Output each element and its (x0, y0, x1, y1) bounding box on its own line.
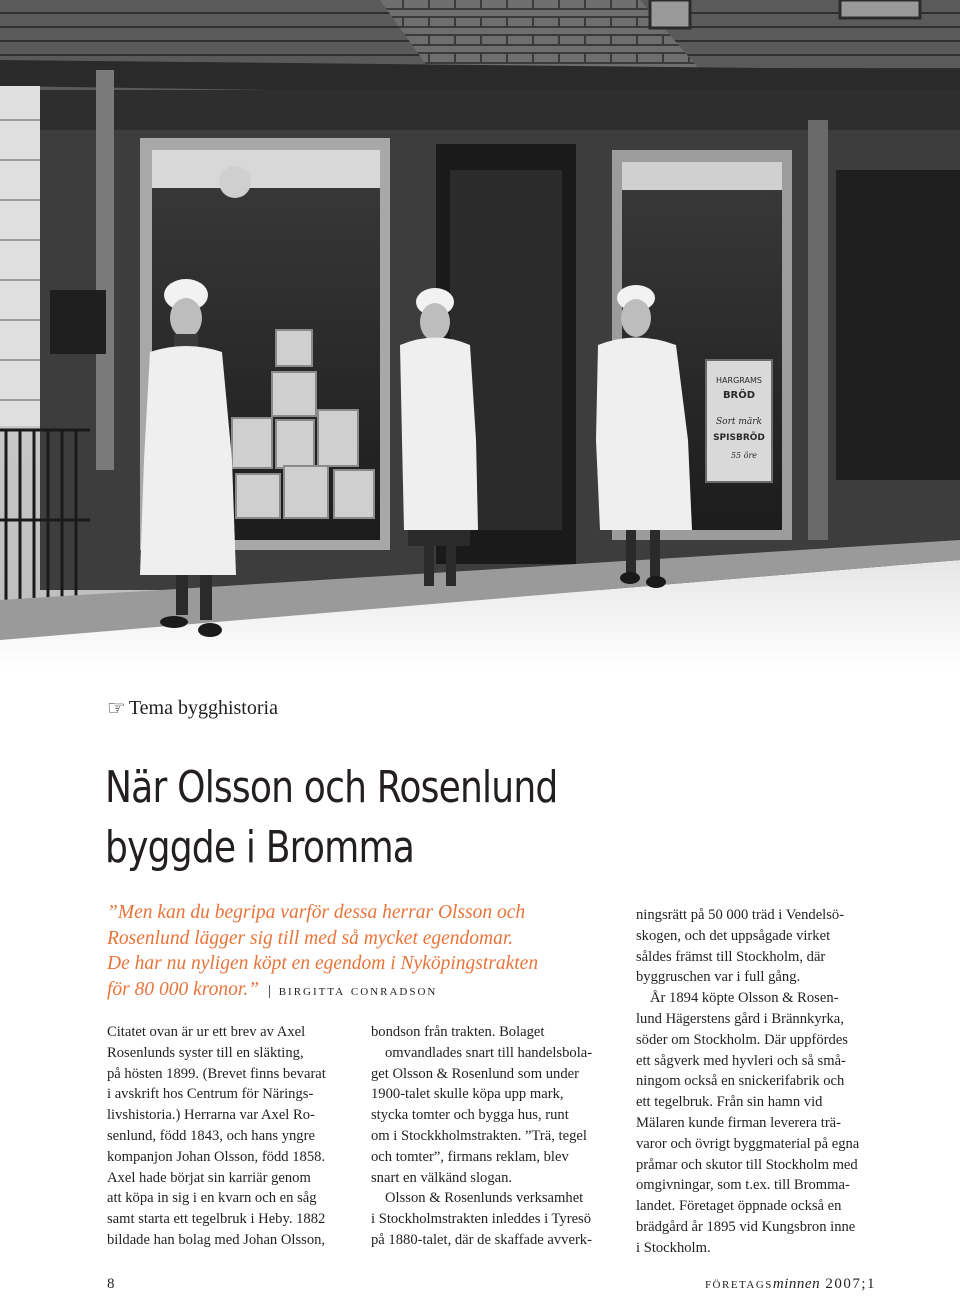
col1-line: i avskrift hos Centrum för Närings- (107, 1086, 314, 1103)
col1-line: livshistoria.) Herrarna var Axel Ro- (107, 1107, 315, 1124)
col2-line: på 1880-talet, där de skaffade avverk- (371, 1231, 592, 1248)
headline (105, 758, 695, 878)
col2-line: stycka tomter och bygga hus, runt (371, 1107, 569, 1124)
col3-line: i Stockholm. (636, 1239, 711, 1256)
col1-line: senlund, född 1843, och hans yngre (107, 1127, 315, 1144)
col2-line: snart en välkänd slogan. (371, 1169, 513, 1186)
quote-line-3: De har nu nyligen köpt en egendom i Nyköpingstrakten (107, 953, 539, 974)
journal-italic: minnen (772, 1276, 821, 1292)
col1-line: bildade han bolag med Johan Olsson, (107, 1231, 326, 1248)
col3-line: landet. Företaget öppnade också en (636, 1198, 842, 1215)
col3-line: ett sågverk med hyvleri och så små- (636, 1052, 846, 1069)
col1-line: Citatet ovan är ur ett brev av Axel (107, 1024, 306, 1040)
col2-line: Olsson & Rosenlunds verksamhet (385, 1190, 584, 1207)
col3-line: pråmar och skutor till Stockholm med (636, 1156, 858, 1173)
section-label (107, 697, 278, 720)
col3-line: Mälaren kunde firman leverera trä- (636, 1114, 842, 1131)
col3-line: lund Hägerstens gård i Brännkyrka, (636, 1010, 844, 1027)
col3-line: ningsrätt på 50 000 träd i Vendelsö- (636, 907, 845, 923)
col3-line: ningom också en snickerifabrik och (636, 1073, 845, 1090)
col1-line: kompanjon Johan Olsson, född 1858. (107, 1148, 326, 1165)
journal-title (705, 1276, 876, 1293)
col3-line: byggruschen var i full gång. (636, 969, 801, 986)
page-number: 8 (107, 1276, 115, 1292)
sign-brand: HARGRAMS (716, 376, 762, 385)
col2-line: 1900-talet skulle köpa upp mark, (371, 1086, 564, 1103)
quote-byline (268, 983, 437, 999)
col2-line: i Stockholmstrakten inleddes i Tyresö (371, 1211, 592, 1228)
sign-line4: SPISBRÖD (713, 433, 765, 443)
col1-line: Rosenlunds syster till en släkting, (107, 1044, 304, 1061)
headline-line-2: byggde i Bromma (105, 822, 415, 873)
col2-line: bondson från trakten. Bolaget (371, 1024, 545, 1040)
col2-line: om i Stockkholmstrakten. ”Trä, tegel (371, 1127, 587, 1144)
pointing-hand-icon: ☞ (107, 696, 126, 720)
sign-price: 55 öre (730, 451, 758, 460)
headline-line-1: När Olsson och Rosenlund (105, 762, 558, 813)
quote-line-1: ”Men kan du begripa varför dessa herrar Olsson och (107, 902, 526, 923)
col3-line: söder om Stockholm. Där uppfördes (636, 1031, 848, 1048)
col3-line: ett tegelbruk. Från sin hamn vid (636, 1094, 823, 1111)
col2-line: omvandlades snart till handelsbola- (385, 1044, 593, 1061)
journal-prefix: företags (704, 1276, 773, 1292)
col2-line: get Olsson & Rosenlund som under (371, 1065, 579, 1082)
quote-line-2: Rosenlund lägger sig till med så mycket egendomar. (107, 927, 514, 949)
col2-line: och tomter”, firmans reklam, blev (371, 1148, 569, 1165)
col1-line: Axel hade börjat sin karriär genom (107, 1169, 311, 1186)
body-column-3 (636, 905, 876, 1259)
quote-line-4: för 80 000 kronor.” (107, 978, 260, 1000)
col3-line: brädgård år 1895 vid Kungsbron inne (636, 1218, 856, 1235)
col1-line: samt starta ett tegelbruk i Heby. 1882 (107, 1211, 326, 1228)
col1-line: på hösten 1899. (Brevet finns bevarat (107, 1065, 326, 1082)
section-label-text: Tema bygghistoria (128, 697, 278, 719)
col3-line: varor och övrigt byggmaterial på egna (636, 1135, 860, 1152)
body-column-2 (371, 1022, 606, 1251)
sign-product: BRÖD (722, 390, 756, 401)
pull-quote (107, 900, 607, 1004)
col3-line: såldes främst till Stockholm, där (636, 948, 826, 965)
journal-issue: 2007;1 (825, 1276, 876, 1292)
col3-line: skogen, och det uppsågade virket (636, 927, 831, 944)
byline-separator: | (267, 982, 273, 999)
col3-line: År 1894 köpte Olsson & Rosen- (650, 990, 839, 1007)
byline-author: birgitta conradson (278, 982, 438, 999)
col3-line: omgivningar, som t.ex. till Bromma- (636, 1177, 850, 1194)
body-column-1 (107, 1022, 342, 1251)
sign-line3: Sort märk (715, 417, 763, 427)
col1-line: att köpa in sig i en kvarn och en såg (107, 1190, 317, 1207)
